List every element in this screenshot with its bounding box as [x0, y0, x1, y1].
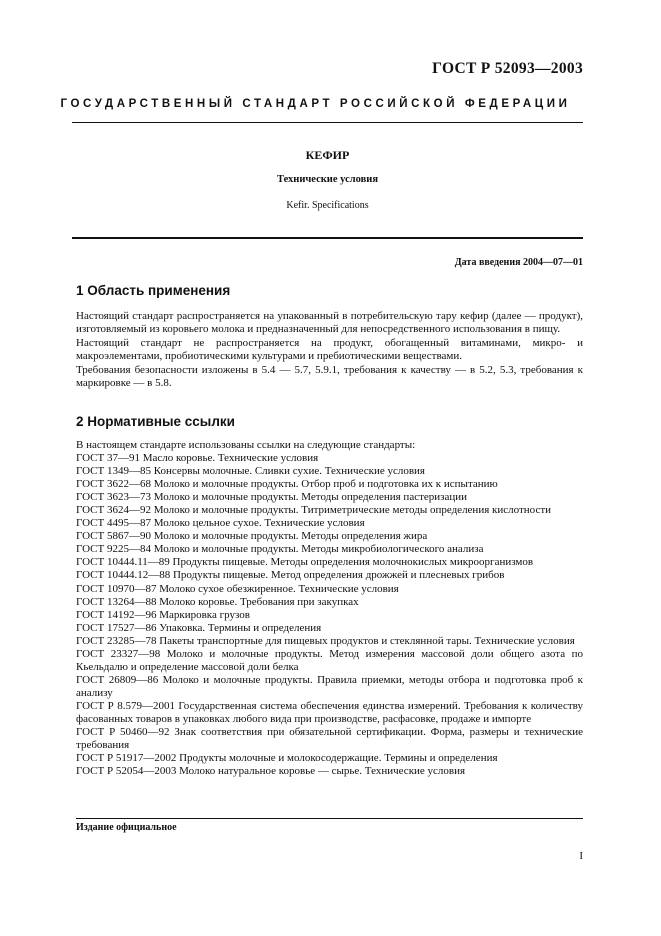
- reference-item: ГОСТ 3624—92 Молоко и молочные продукты. Титриметрические методы определения кислотности: [76, 504, 552, 517]
- reference-item: ГОСТ Р 50460—92 Знак соответствия при обязательной сертификации. Форма, размеры и технические требования: [76, 726, 583, 752]
- section-1-heading: 1 Область применения: [76, 283, 231, 298]
- state-standard-title: ГОСУДАРСТВЕННЫЙ СТАНДАРТ РОССИЙСКОЙ ФЕДЕРАЦИИ: [60, 98, 571, 110]
- reference-item: ГОСТ 3623—73 Молоко и молочные продукты. Методы определения пастеризации: [76, 491, 468, 504]
- english-subtitle: Kefir. Specifications: [286, 200, 369, 211]
- document-code: ГОСТ Р 52093—2003: [432, 60, 583, 77]
- section-2-heading: 2 Нормативные ссылки: [76, 414, 235, 429]
- section-1-paragraph: Настоящий стандарт не распространяется на продукт, обогащенный витаминами, микро- и макроэлементами, пробиотическими культурами и пребиотическими веществами.: [76, 336, 583, 363]
- reference-item: ГОСТ 5867—90 Молоко и молочные продукты. Методы определения жира: [76, 530, 428, 543]
- reference-item: ГОСТ 10970—87 Молоко сухое обезжиренное. Технические условия: [76, 582, 399, 595]
- reference-item: ГОСТ 9225—84 Молоко и молочные продукты. Методы микробиологического анализа: [76, 543, 484, 556]
- section-1-body: [76, 310, 583, 390]
- reference-item: ГОСТ 26809—86 Молоко и молочные продукты. Правила приемки, методы отбора и подготовка проб к анализу: [76, 673, 583, 699]
- references-intro: В настоящем стандарте использованы ссылки на следующие стандарты:: [76, 439, 416, 451]
- introduction-date: Дата введения 2004—07—01: [454, 257, 583, 268]
- references-list: [76, 439, 583, 778]
- reference-item: ГОСТ 3622—68 Молоко и молочные продукты. Отбор проб и подготовка их к испытанию: [76, 478, 498, 491]
- top-divider: [72, 122, 583, 123]
- reference-item: ГОСТ Р 51917—2002 Продукты молочные и молокосодержащие. Термины и определения: [76, 752, 498, 765]
- reference-item: ГОСТ 4495—87 Молоко цельное сухое. Технические условия: [76, 517, 365, 530]
- section-1-paragraph: Требования безопасности изложены в 5.4 — 5.7, 5.9.1, требования к качеству — в 5.2, 5.3, требования к маркировке — в 5.8.: [76, 363, 583, 390]
- reference-item: ГОСТ 10444.12—88 Продукты пищевые. Метод определения дрожжей и плесневых грибов: [76, 569, 505, 582]
- reference-item: ГОСТ 37—91 Масло коровье. Технические условия: [76, 452, 319, 465]
- section-1-paragraph: Настоящий стандарт распространяется на упакованный в потребительскую тару кефир (далее — продукт), изготовляемый из коровьего молока и предназначенный для непосредственного использования в пищу.: [76, 310, 583, 336]
- reference-item: ГОСТ 13264—88 Молоко коровье. Требования при закупках: [76, 595, 359, 608]
- page-number: I: [579, 850, 583, 862]
- product-title: КЕФИР: [305, 148, 350, 162]
- reference-item: ГОСТ 1349—85 Консервы молочные. Сливки сухие. Технические условия: [76, 465, 425, 478]
- reference-item: ГОСТ 10444.11—89 Продукты пищевые. Методы определения молочнокислых микроорганизмов: [76, 556, 534, 569]
- footer-divider: [76, 818, 583, 819]
- reference-item: ГОСТ 23327—98 Молоко и молочные продукты. Метод измерения массовой доли общего азота по Кьельдалю и определение массовой доли белка: [76, 647, 583, 673]
- reference-item: ГОСТ 23285—78 Пакеты транспортные для пищевых продуктов и стеклянной тары. Технические условия: [76, 634, 575, 647]
- reference-item: ГОСТ Р 52054—2003 Молоко натуральное коровье — сырье. Технические условия: [76, 765, 466, 778]
- reference-item: ГОСТ Р 8.579—2001 Государственная система обеспечения единства измерений. Требования к количеству фасованных товаров в упаковках любого вида при производстве, расфасовке, продаже и импорте: [76, 699, 583, 725]
- title-divider: [72, 237, 583, 239]
- official-edition-label: Издание официальное: [76, 822, 177, 833]
- reference-item: ГОСТ 17527—86 Упаковка. Термины и определения: [76, 621, 322, 634]
- document-subtitle: Технические условия: [276, 174, 379, 185]
- reference-item: ГОСТ 14192—96 Маркировка грузов: [76, 608, 250, 621]
